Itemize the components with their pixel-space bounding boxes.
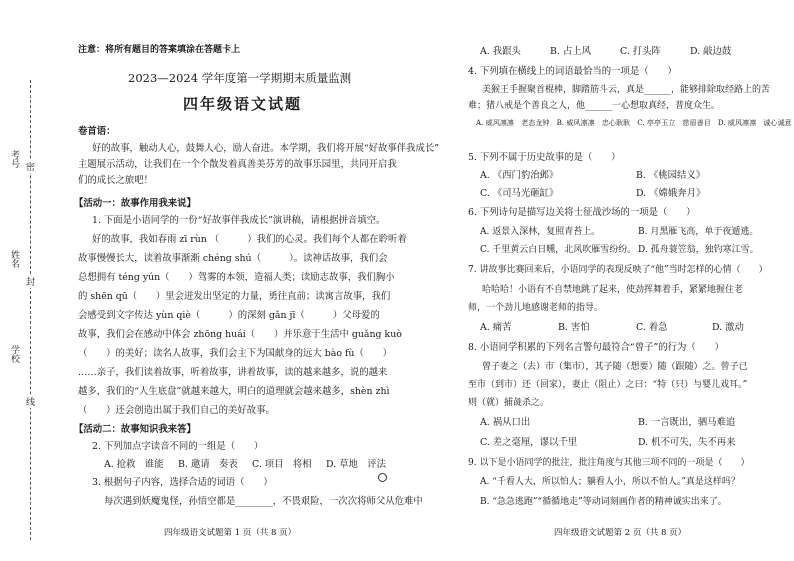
q2-option-b: B. 邀请 奏表 (178, 459, 238, 470)
q5-option-a: A. 《西门豹治邺》 (480, 170, 559, 181)
activity-1-heading: 【活动一：故事作用我来说】 (74, 198, 196, 209)
q9-option-a: A. “千看人大，所以怕人；躺看人小，所以不怕人。”真是这样吗？ (480, 477, 740, 487)
q5-option-c: C. 《司马光砸缸》 (480, 188, 559, 199)
passage-line: 会感受到文字传达 yùn qiè（ ）的深刻 gǎn jī（ ）父母爱的 (78, 310, 380, 321)
preface-heading: 卷首语： (78, 126, 116, 137)
q2-option-a: A. 抢救 谁能 (104, 459, 164, 470)
question-7: 7. 讲故事比赛回来后，小语同学的表现反映了“他”当时怎样的心情（ ） (468, 265, 768, 275)
q8-text: 至市（到市）还（回家），妻止（阻止）之曰：“特（只）与婴儿戏耳。” (468, 380, 748, 390)
q2-option-d: D. 草地 评法 (326, 459, 387, 470)
binding-margin (0, 0, 62, 561)
q8-option-a: A. 祸从口出 (480, 417, 531, 428)
seal-char-2: 封 (26, 275, 35, 288)
passage-line: ……亲子，我们读着故事，听着故事，讲着故事，读的越来越多，说的越来 (78, 367, 388, 378)
q5-option-b: B. 《桃园结义》 (636, 170, 706, 181)
passage-line: （ ）还会创造出属于我们自己的美好故事。 (78, 405, 275, 416)
preface-line: 主题展示活动，让我们在一个个散发着真善美芬芳的故事乐园里，共同开启我 (78, 159, 397, 170)
q3-option-a: A. 我跟头 (480, 46, 521, 57)
passage-line: （ ）的美好；读名人故事，我们会主下为国献身的远大 bào fù（ ） (78, 348, 392, 359)
passage-line: 总想拥有 téng yún（ ）驾雾的本领，造福人类；读励志故事，我们胸小 (78, 272, 395, 283)
q7-text: 哈哈哈！小语有不自禁地跳了起来，使劲挥舞着手，紧紧地握住老 (482, 285, 744, 295)
passage-line: 的 shēn qū（ ）里会迸发出坚定的力量，勇往直前；读寓言故事，我们 (78, 291, 391, 302)
passage-line: 越多，我们的“人生底盘”就越来越大，明白的道理就会越来越多，shèn zhì (78, 386, 390, 397)
question-3: 3. 根据句子内容，选择合适的词语（ ） (92, 477, 273, 488)
q8-option-c: C. 差之毫厘，谬以千里 (480, 437, 578, 448)
q8-option-d: D. 机不可失，失不再来 (638, 437, 736, 448)
school-label: 学校 (9, 345, 19, 363)
q4-options: A. 威风凛凛 老态龙钟 B. 威风凛凛 忠心耿耿 C. 亭亭玉立 慈眉善目 D. 威风凛凛 诚心诚意 (476, 118, 792, 127)
q7-option-b: B. 害怕 (558, 322, 590, 333)
question-6: 6. 下列诗句是描写边关将士征战沙场的一项是（ ） (468, 207, 696, 218)
q9-option-b: B. “急急逃跑”“循循地走”等动词刻画作者的精神诚实出来了。 (480, 497, 727, 507)
passage-line: 故事慢慢长大，读着故事渐渐 chéng shú（ ）。读神话故事，我们会 (78, 253, 388, 264)
q7-option-d: D. 激动 (712, 322, 744, 333)
exam-title: 四年级语文试题 (183, 95, 303, 113)
passage-line: 好的故事，我如春雨 zī rùn （ ）我们的心灵。我们每个人都在聆听着 (92, 234, 407, 245)
page-footer-1: 四年级语文试题第 1 页（共 8 页） (164, 528, 297, 538)
passage-line: 故事，我们会在感动中体会 zhōng huái（ ）并乐意于生活中 guǎng kuò (78, 329, 402, 340)
q3-option-c: C. 打头阵 (620, 46, 661, 57)
q8-text: 曾子妻之（去）市（集市），其子随（想要）随（跟随）之。曾子已 (482, 362, 748, 372)
q3-option-b: B. 占上风 (550, 46, 591, 57)
question-9: 9. 以下是小语同学的批注，批注角度与其他三项不同的一项是（ ） (468, 458, 750, 468)
question-2: 2. 下列加点字读音不同的一组是（ ） (92, 441, 264, 452)
preface-line: 们的成长之旅吧！ (78, 175, 154, 186)
page-footer-2: 四年级语文试题第 2 页（共 8 页） (554, 528, 687, 538)
q6-option-d: D. 孤舟蓑笠翁，独钓寒江雪。 (638, 245, 759, 255)
q5-option-d: D. 《嫦娥奔月》 (636, 188, 706, 199)
q7-option-a: A. 痛苦 (480, 322, 512, 333)
q6-option-c: C. 千里黄云白日曛，北风吹雁雪纷纷。 (480, 245, 637, 255)
q8-text: 则（就）捕彘杀之。 (468, 398, 550, 408)
seal-char-3: 线 (26, 395, 35, 408)
question-4: 4. 下列填在横线上的词语最恰当的一项是（ ） (468, 66, 677, 77)
q7-text: 师，一个劲儿地感谢老师的指导。 (468, 303, 604, 313)
q2-option-c: C. 项目 将相 (252, 459, 312, 470)
q8-option-b: B. 一言既出，驷马难追 (638, 417, 736, 428)
seal-char-1: 密 (26, 160, 35, 173)
q7-option-c: C. 着急 (636, 322, 668, 333)
q3-option-d: D. 敲边鼓 (690, 46, 732, 57)
exam-no-label: 考号 (9, 150, 19, 168)
q4-text: 美猴王手握聚首棍棒，脚踏筋斗云，真是______，能够排除取经路上的苦 (482, 85, 771, 95)
question-1: 1. 下面是小语同学的一份“好故事伴我成长”演讲稿，请根据拼音填空。 (92, 215, 386, 226)
q3-text: 每次遇到妖魔鬼怪，孙悟空都是________，不畏艰险，一次次将师父从危难中 (104, 496, 423, 507)
seal-dashed-line (30, 80, 31, 540)
name-label: 姓名 (9, 250, 19, 268)
circle-mark-icon (378, 473, 387, 482)
q4-text: 难；猪八戒是个善良之人，他______一心想取真经，普度众生。 (468, 101, 721, 111)
exam-subtitle: 2023—2024 学年度第一学期期末质量监测 (128, 71, 352, 85)
q6-option-b: B. 月黑雁飞高，单于夜遁逃。 (638, 227, 759, 237)
question-5: 5. 下列不属于历史故事的是（ ） (468, 152, 621, 163)
preface-line: 好的故事，触动人心，鼓舞人心，励人奋进。本学期，我们将开展“好故事伴我成长” (92, 143, 440, 154)
answer-notice: 注意：将所有题目的答案填涂在答题卡上 (78, 45, 241, 55)
q6-option-a: A. 返景入深林，复照青苔上。 (480, 227, 601, 237)
question-8: 8. 小语同学积累的下列名言警句最符合“曾子”的行为（ ） (468, 342, 724, 353)
activity-2-heading: 【活动二：故事知识我来答】 (74, 424, 196, 435)
